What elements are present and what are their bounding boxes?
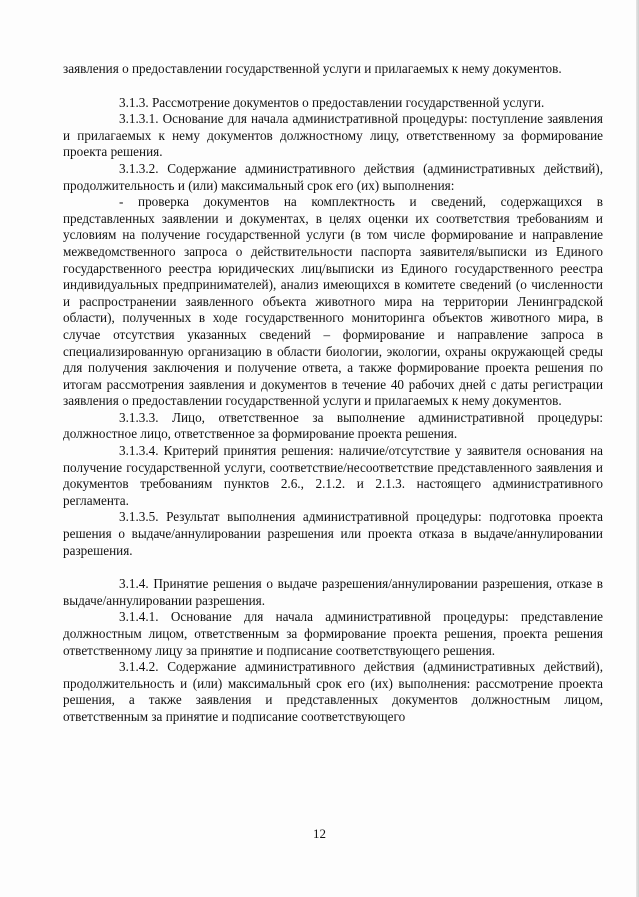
page-number: 12 [313, 826, 326, 841]
paragraph-3-1-4-2: 3.1.4.2. Содержание административного действия (административных действий), продолжительность и (или) максимальный срок его (их) выполнения: рассмотрение проекта решения, а также заявления и представленных документов должностным лицом, ответственным за принятие и подписание соответствующего [63, 659, 603, 724]
paragraph-continuation: заявления о предоставлении государственной услуги и прилагаемых к нему документов. [63, 61, 562, 76]
paragraph-3-1-3-1: 3.1.3.1. Основание для начала административной процедуры: поступление заявления и прилагаемых к нему документов должностному лицу, ответственному за формирование проекта решения. [63, 111, 603, 160]
section-heading-3-1-4: 3.1.4. Принятие решения о выдаче разрешения/аннулировании разрешения, отказе в выдаче/аннулировании разрешения. [63, 576, 603, 608]
paragraph-3-1-3-4: 3.1.3.4. Критерий принятия решения: наличие/отсутствие у заявителя основания на получение государственной услуги, соответствие/несоответствие представленного заявления и документов требованиям пунктов 2.6., 2.1.2. и 2.1.3. настоящего административного регламента. [63, 443, 603, 508]
section-spacer [63, 78, 603, 95]
paragraph-3-1-3-3: 3.1.3.3. Лицо, ответственное за выполнение административной процедуры: должностное лицо, ответственное за формирование проекта решения. [63, 409, 603, 442]
paragraph-3-1-4-1: 3.1.4.1. Основание для начала административной процедуры: представление должностным лицом, ответственным за формирование проекта решения, проекта решения ответственному лицу за принятие и подписание соответствующего решения. [63, 609, 603, 658]
section-heading-3-1-3: 3.1.3. Рассмотрение документов о предоставлении государственной услуги. [119, 94, 545, 110]
paragraph-document-check: - проверка документов на комплектность и сведений, содержащихся в представленных заявлении и документах, в целях оценки их соответствия требованиям и условиям на получение государственной услуги (в том числе формирование и направление межведомственного запроса о действительности паспорта заявителя/выписки из Единого государственного реестра юридических лиц/выписки из Единого государственного реестра индивидуальных предпринимателей), анализ имеющихся в комитете сведений (о численности и распространении заявленного объекта животного мира на территории Ленинградской области), полученных в ходе государственного мониторинга объектов животного мира, в случае отсутствия указанных сведений – формирование и направление запроса в специализированную организацию в области биологии, экологии, охраны окружающей среды для получения заключения и получение ответа, а также формирование проекта решения по итогам рассмотрения заявления и документов в течение 40 рабочих дней с даты регистрации заявления о предоставлении государственной услуги и прилагаемых к нему документов. [63, 194, 603, 409]
paragraph-3-1-3-2: 3.1.3.2. Содержание административного действия (административных действий), продолжительность и (или) максимальный срок его (их) выполнения: [63, 160, 603, 193]
section-spacer [63, 559, 603, 576]
paragraph-3-1-3-5: 3.1.3.5. Результат выполнения административной процедуры: подготовка проекта решения о выдаче/аннулировании разрешения или проекта отказа в выдаче/аннулировании разрешения. [63, 509, 603, 558]
document-body [63, 61, 603, 726]
